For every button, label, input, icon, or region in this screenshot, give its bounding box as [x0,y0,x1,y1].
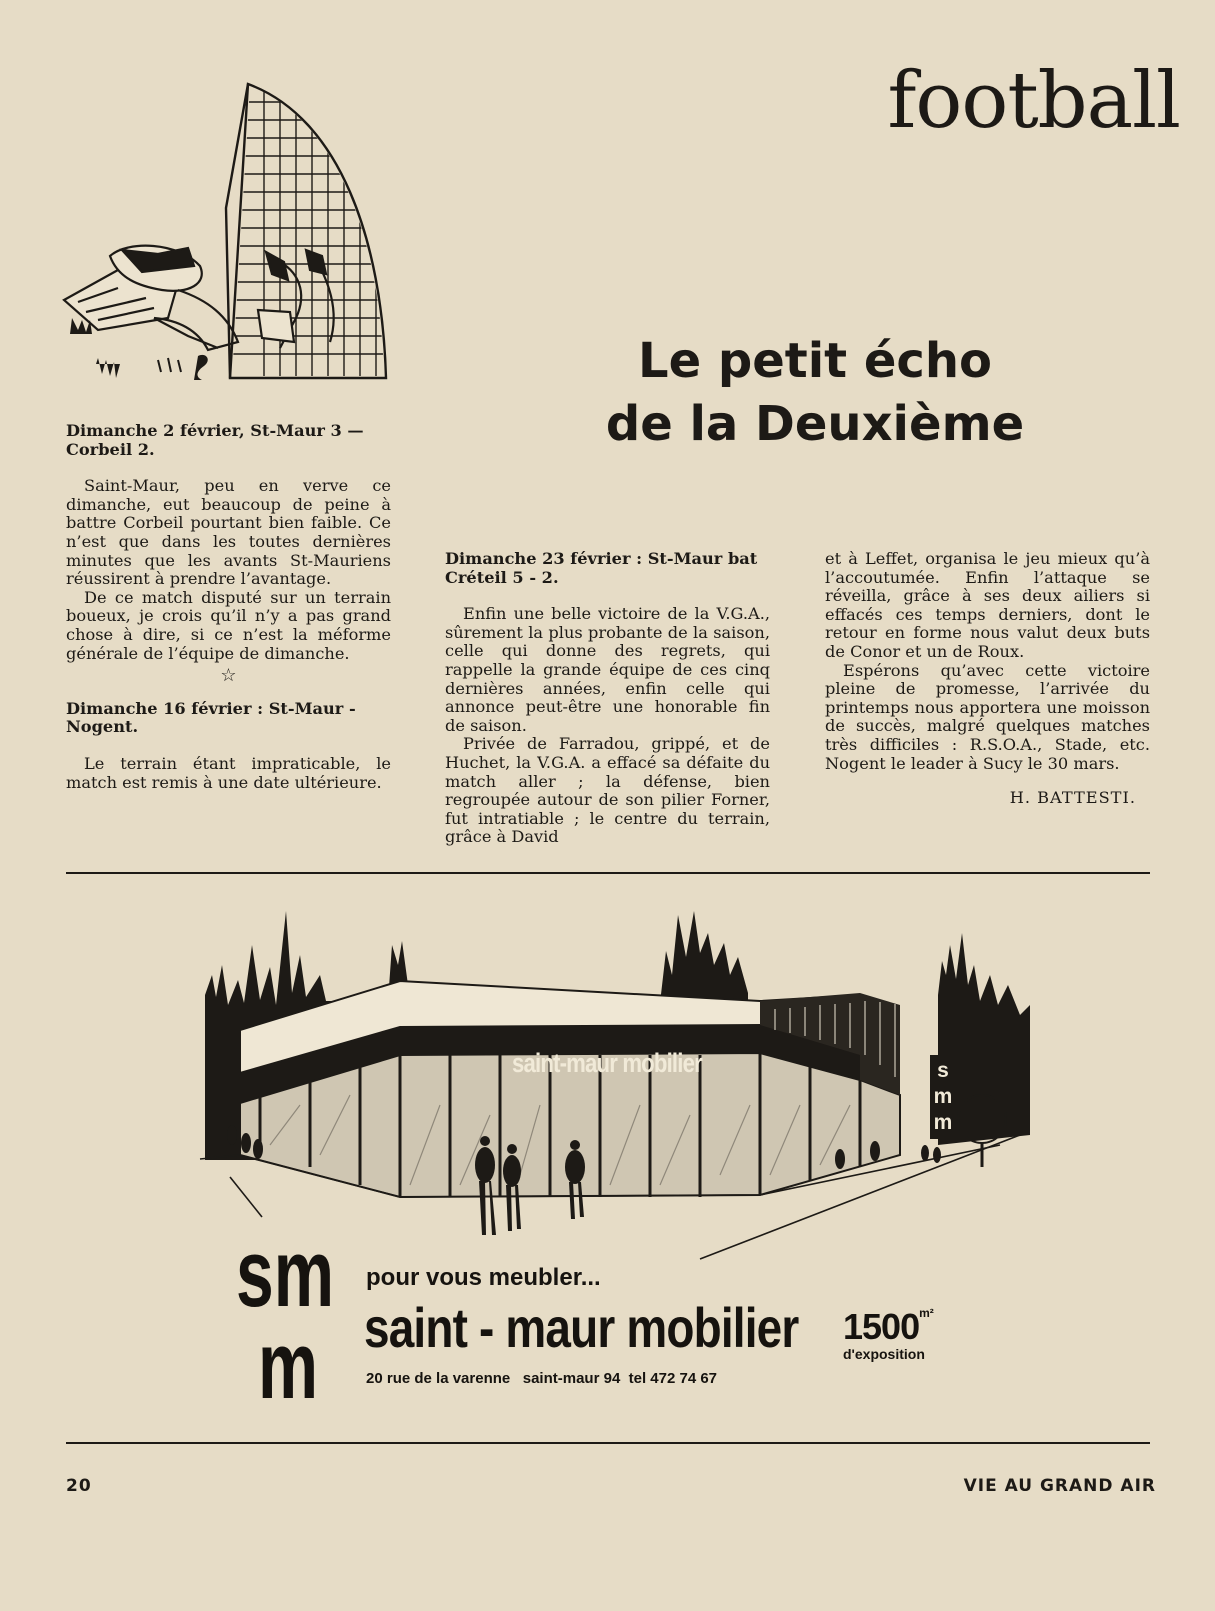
side-sign-letter: s [937,1059,949,1082]
divider [66,872,1150,874]
store-illustration [200,905,1050,1265]
area-value: 1500 [843,1306,920,1347]
side-sign-letter: m [933,1085,953,1108]
logo-letter-m: m [258,1312,318,1419]
ad-exposition-area [843,1306,934,1362]
area-unit: m² [919,1306,934,1320]
article-column-1 [66,422,391,792]
headline-line-1: Le petit écho [638,333,992,389]
paragraph: Saint-Maur, peu en verve ce dimanche, eut beaucoup de peine à battre Corbeil pourtant bien faible. Ce n’est que dans les toutes dernières minutes que les avants St-Mauriens réussirent à prendre l’avantage. [66,476,391,589]
ad-tagline: pour vous meubler... [366,1264,601,1291]
paragraph: Privée de Farradou, grippé, et de Huchet, la V.G.A. a effacé sa défaite du match aller ; la défense, bien regroupée autour de son pilier Forner, fut intratiable ; le centre du terrain, grâce à David [445,734,770,847]
paragraph: De ce match disputé sur un terrain boueux, je crois qu’il n’y a pas grand chose à dire, si ce n’est la méforme générale de l’équipe de dimanche. [66,587,391,663]
ad-store-name: saint - maur mobilier [364,1296,799,1359]
area-label: d'exposition [843,1346,925,1362]
paragraph: et à Leffet, organisa le jeu mieux qu’à l’accoutumée. Enfin l’attaque se réveilla, grâce à ses deux ailiers si effacés ces temps derniers, dont le retour en forme nous valut deux buts de Conor et un de Roux. [825,549,1150,661]
match-heading: Dimanche 16 février : St-Maur - Nogent. [66,698,356,737]
match-heading: Dimanche 23 février : St-Maur bat Créteil 5 - 2. [445,549,758,587]
match-heading: Dimanche 2 février, St-Maur 3 — Corbeil 2. [66,421,364,459]
paragraph: Enfin une belle victoire de la V.G.A., sûrement la plus probante de la saison, celle qui donne des regrets, qui rappelle la grande équipe de ces cinq dernières années, enfin celle qui annonce peut-être une honorable fin de saison. [445,604,770,735]
article-headline [555,330,1075,456]
paragraph: Espérons qu’avec cette victoire pleine de promesse, l’arrivée du printemps nous apportera une moisson de succès, malgré quelques matches très difficiles : R.S.O.A., Stade, etc. Nogent le leader à Sucy le 30 mars. [825,660,1150,773]
star-separator: ☆ [220,665,237,687]
paragraph: Le terrain étant impraticable, le match est remis à une date ultérieure. [66,753,391,792]
article-column-3 [825,550,1150,808]
magazine-name: VIE AU GRAND AIR [963,1476,1156,1496]
author-signature: H. BATTESTI. [1009,788,1136,808]
ad-address: 20 rue de la varenne saint-maur 94 tel 472 74 67 [366,1370,718,1387]
page-number: 20 [66,1476,92,1496]
headline-line-2: de la Deuxième [605,396,1025,452]
side-sign-letter: m [933,1111,953,1134]
article-column-2 [445,550,770,847]
divider [66,1442,1150,1444]
side-sign [932,1058,954,1136]
smm-logo [236,1220,336,1419]
section-title: football [887,56,1180,146]
football-goal-cartoon [58,80,398,385]
logo-letters-sm: sm [236,1220,334,1327]
store-sign: saint-maur mobilier [512,1048,702,1078]
